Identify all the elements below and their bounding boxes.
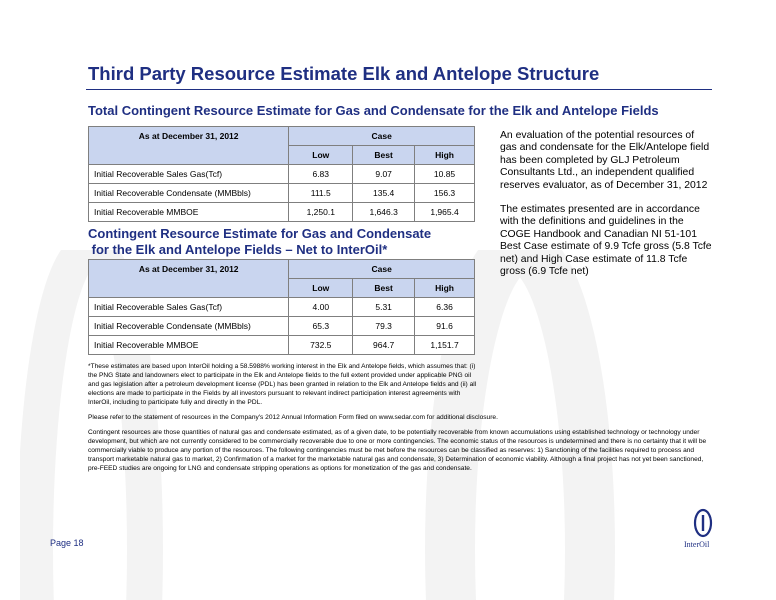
net-resource-table	[88, 259, 475, 355]
sidebar-evaluation-text: An evaluation of the potential resources of gas and condensate for the Elk/Antelope field has been completed by GLJ Petroleum Consultants Ltd., an independent qualified reserves evaluator, as of December 31, 2012	[500, 130, 710, 191]
section2-title-line1: Contingent Resource Estimate for Gas and Condensate	[88, 226, 432, 241]
row-label: Initial Recoverable MMBOE	[89, 203, 289, 222]
table-header-case: Case	[289, 127, 475, 146]
footnote-definition: Contingent resources are those quantities of natural gas and condensate estimated, as of a given date, to be potentially recoverable from known accumulations using established technology or technology under development, but which are not currently considered to be commercially recoverable due to one or more contingencies. The economic status of the resources is undetermined and there is no certainty that it will be commercially viable to produce any portion of the resources. The following contingencies must be met before the resources can be classified as reserves: 1) Sanctioning of the facilities required to process and transport marketable natural gas to market, 2) Confirmation of a market for the marketable natural gas and condensate, 3) Determination of economic viability. Although a final project has not yet been sanctioned, pre-FEED studies are ongoing for LNG and condensate stripping operations as options for monetization of the gas and condensate.	[88, 428, 707, 472]
page-number: Page 18	[50, 538, 84, 548]
footnote-working-interest: *These estimates are based upon InterOil holding a 58.5988% working interest in the Elk and Antelope fields, which assumes that: (i) the PNG State and landowners elect to participate in the Elk and Antelope fields to the full extent provided under applicable PNG oil and gas legislation after a petroleum development license (PDL) has been granted in relation to the Elk and Antelope fields and (ii) all elections are made to participate in the Fields by all investors pursuant to relevant indirect participation interest agreements with InterOil, including to participate fully and directly in the PDL.	[88, 363, 477, 407]
low-value: 65.3	[289, 317, 353, 336]
table-row	[89, 317, 475, 336]
sidebar-estimate-text: Best Case estimate of 9.9 Tcfe gross (5.8 Tcfe net) and High Case estimate of 11.8 Tcfe gross (6.9 Tcfe net)	[500, 241, 712, 278]
table-header-high: High	[415, 279, 475, 298]
section2-title	[88, 226, 431, 258]
footnote-reference: Please refer to the statement of resources in the Company's 2012 Annual Information Form filed on www.sedar.com for additional disclosure.	[88, 414, 498, 422]
best-value: 5.31	[353, 298, 415, 317]
best-value: 135.4	[353, 184, 415, 203]
table-row	[89, 336, 475, 355]
row-label: Initial Recoverable MMBOE	[89, 336, 289, 355]
high-value: 1,151.7	[415, 336, 475, 355]
high-value: 10.85	[415, 165, 475, 184]
table-header-as-at: As at December 31, 2012	[89, 127, 289, 165]
best-value: 1,646.3	[353, 203, 415, 222]
table-header-best: Best	[353, 279, 415, 298]
best-value: 79.3	[353, 317, 415, 336]
table-header-low: Low	[289, 146, 353, 165]
table-row	[89, 184, 475, 203]
table-row	[89, 165, 475, 184]
low-value: 111.5	[289, 184, 353, 203]
page-title: Third Party Resource Estimate Elk and Antelope Structure	[88, 63, 600, 84]
high-value: 6.36	[415, 298, 475, 317]
high-value: 1,965.4	[415, 203, 475, 222]
high-value: 91.6	[415, 317, 475, 336]
row-label: Initial Recoverable Condensate (MMBbls)	[89, 184, 289, 203]
interoil-logo-icon	[688, 508, 718, 538]
table-header-as-at: As at December 31, 2012	[89, 260, 289, 298]
section2-title-line2: for the Elk and Antelope Fields – Net to InterOil*	[88, 242, 388, 257]
summary-sidebar	[500, 130, 712, 278]
logo-wordmark: InterOil	[684, 540, 710, 549]
total-resource-table	[88, 126, 475, 222]
low-value: 732.5	[289, 336, 353, 355]
table-row	[89, 298, 475, 317]
high-value: 156.3	[415, 184, 475, 203]
best-value: 9.07	[353, 165, 415, 184]
row-label: Initial Recoverable Sales Gas(Tcf)	[89, 298, 289, 317]
table-header-high: High	[415, 146, 475, 165]
low-value: 1,250.1	[289, 203, 353, 222]
row-label: Initial Recoverable Condensate (MMBbls)	[89, 317, 289, 336]
footnotes	[88, 362, 713, 473]
table-header-case: Case	[289, 260, 475, 279]
sidebar-standards-text: The estimates presented are in accordance with the definitions and guidelines in the COGE Handbook and Canadian NI 51-101	[500, 204, 700, 240]
best-value: 964.7	[353, 336, 415, 355]
row-label: Initial Recoverable Sales Gas(Tcf)	[89, 165, 289, 184]
title-divider	[86, 89, 712, 90]
section1-title: Total Contingent Resource Estimate for Gas and Condensate for the Elk and Antelope Fields	[88, 103, 659, 118]
table-row	[89, 203, 475, 222]
low-value: 4.00	[289, 298, 353, 317]
table-header-low: Low	[289, 279, 353, 298]
low-value: 6.83	[289, 165, 353, 184]
table-header-best: Best	[353, 146, 415, 165]
